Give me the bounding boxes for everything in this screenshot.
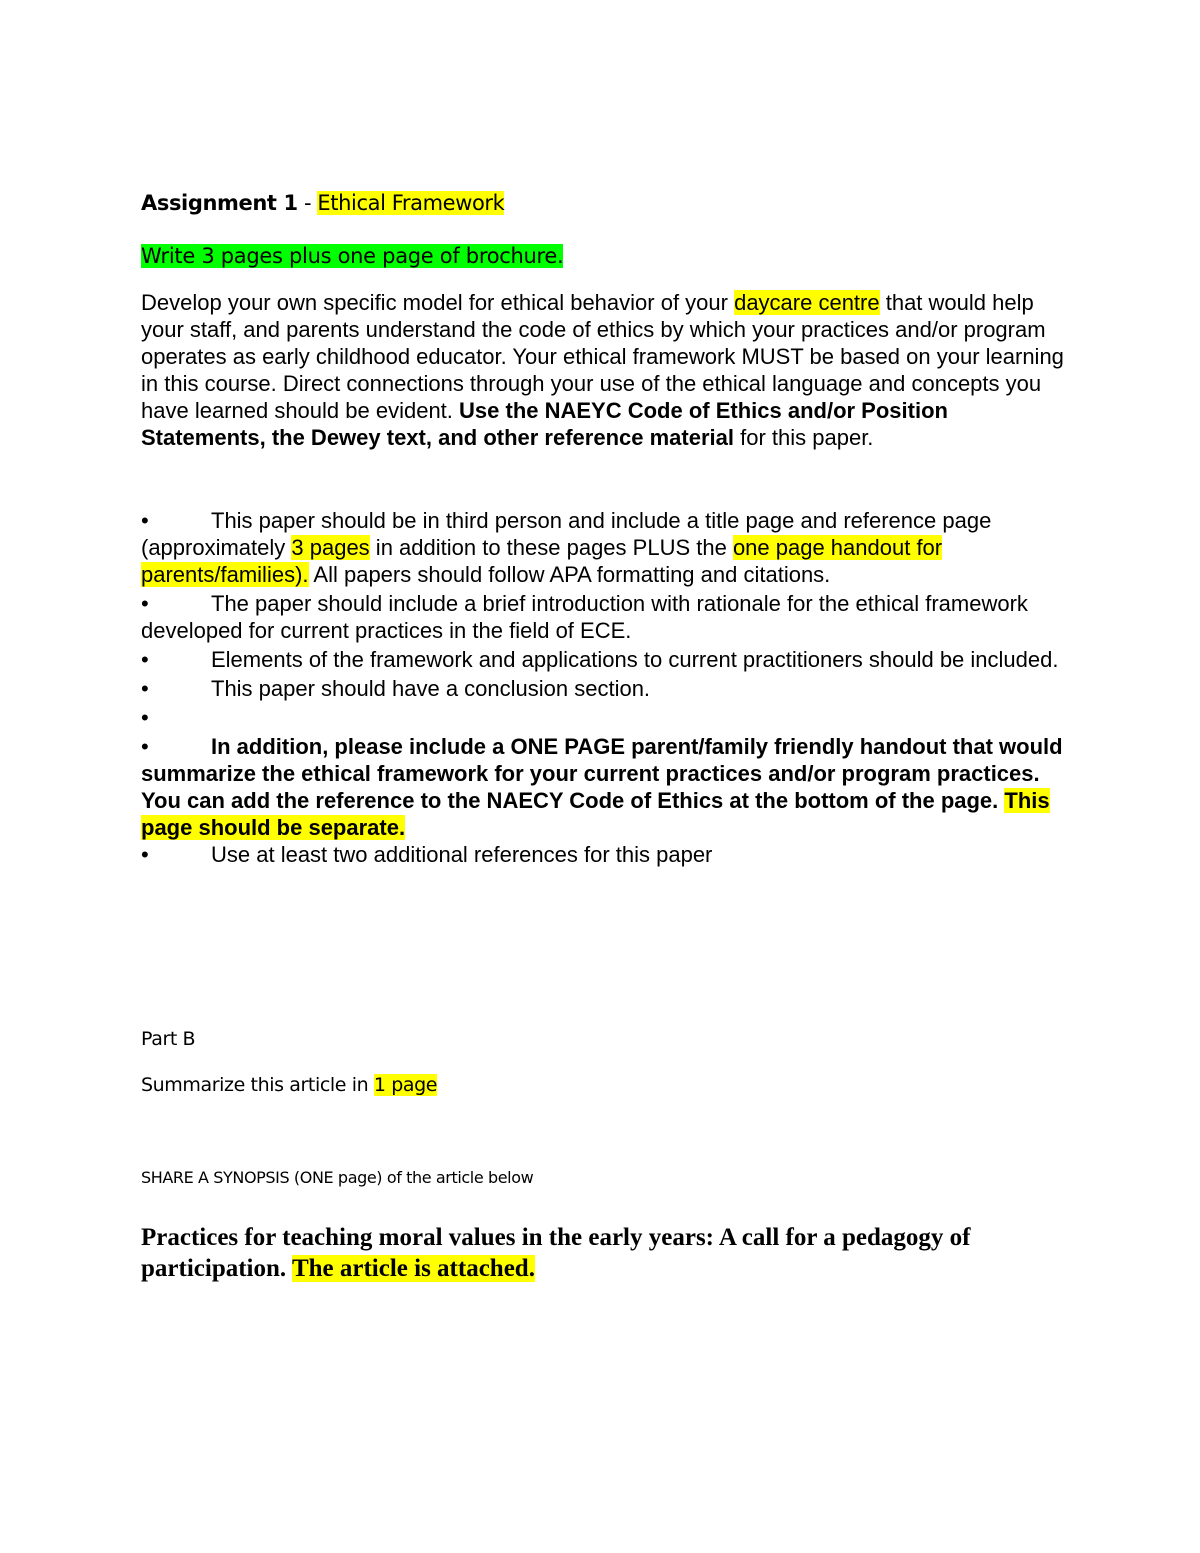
summarize-line — [141, 1072, 437, 1098]
list-item — [141, 507, 1071, 588]
framework-title: Ethical Framework — [317, 191, 505, 215]
summarize-text: Summarize this article in — [141, 1074, 374, 1096]
assignment-title — [141, 188, 504, 218]
article-attached-highlight: The article is attached. — [291, 1255, 535, 1282]
title-separator: - — [297, 191, 318, 215]
intro-part1: Develop your own specific model for ethical behavior of your — [141, 290, 735, 315]
summarize-highlight: 1 page — [373, 1074, 438, 1096]
bullet-icon: • — [141, 842, 149, 867]
bullet-icon: • — [141, 734, 149, 759]
list-item — [141, 733, 1071, 841]
bullet-6-bold: In addition, please include a ONE PAGE parent/family friendly handout that would summarize the ethical framework for your current practices and/or program practices. You can add the reference to the NAECY Code of Ethics at the bottom of the page. — [141, 734, 1063, 813]
list-item — [141, 704, 1071, 731]
requirements-list — [141, 507, 1071, 870]
part-b-heading: Part B — [141, 1028, 196, 1050]
bullet-6-highlight: This page should be separate. — [141, 788, 1050, 840]
bullet-2-text: The paper should include a brief introduction with rationale for the ethical framework developed for current practices in the field of ECE. — [141, 591, 1028, 643]
article-title — [141, 1222, 1071, 1284]
intro-paragraph — [141, 289, 1071, 451]
bullet-1-part2: in addition to these pages PLUS the — [369, 535, 733, 560]
list-item — [141, 675, 1071, 702]
bullet-1-part1: This paper should be in third person and include a title page and reference page (approximately — [141, 508, 992, 560]
bullet-7-text: Use at least two additional references for this paper — [211, 842, 713, 867]
bullet-icon: • — [141, 508, 149, 533]
pages-instruction-text: Write 3 pages plus one page of brochure. — [141, 244, 564, 268]
bullet-4-text: This paper should have a conclusion section. — [211, 676, 651, 701]
list-item — [141, 646, 1071, 673]
list-item — [141, 841, 1071, 868]
bullet-icon: • — [141, 705, 149, 730]
synopsis-line: SHARE A SYNOPSIS (ONE page) of the article below — [141, 1168, 534, 1187]
bullet-1-highlight-pages: 3 pages — [291, 535, 370, 560]
bullet-1-part3: All papers should follow APA formatting and citations. — [308, 562, 831, 587]
assignment-label: Assignment 1 — [141, 191, 298, 215]
intro-part3: for this paper. — [734, 425, 874, 450]
bullet-1-highlight-handout: one page handout for parents/families). — [141, 535, 943, 587]
bullet-3-text: Elements of the framework and applications to current practitioners should be included. — [211, 647, 1059, 672]
pages-instruction — [141, 241, 563, 271]
list-item — [141, 590, 1071, 644]
bullet-icon: • — [141, 591, 149, 616]
article-title-text: Practices for teaching moral values in the early years: A call for a pedagogy of participation. — [141, 1224, 971, 1282]
intro-highlight-daycare: daycare centre — [734, 290, 880, 315]
intro-part2: that would help your staff, and parents understand the code of ethics by which your practices and/or program operates as early childhood educator. Your ethical framework MUST be based on your learning in this course. Direct connections through your use of the ethical language and concepts you have learned should be evident. — [141, 290, 1064, 423]
intro-bold-references: Use the NAEYC Code of Ethics and/or Position Statements, the Dewey text, and other reference material — [141, 398, 948, 450]
bullet-icon: • — [141, 676, 149, 701]
bullet-icon: • — [141, 647, 149, 672]
